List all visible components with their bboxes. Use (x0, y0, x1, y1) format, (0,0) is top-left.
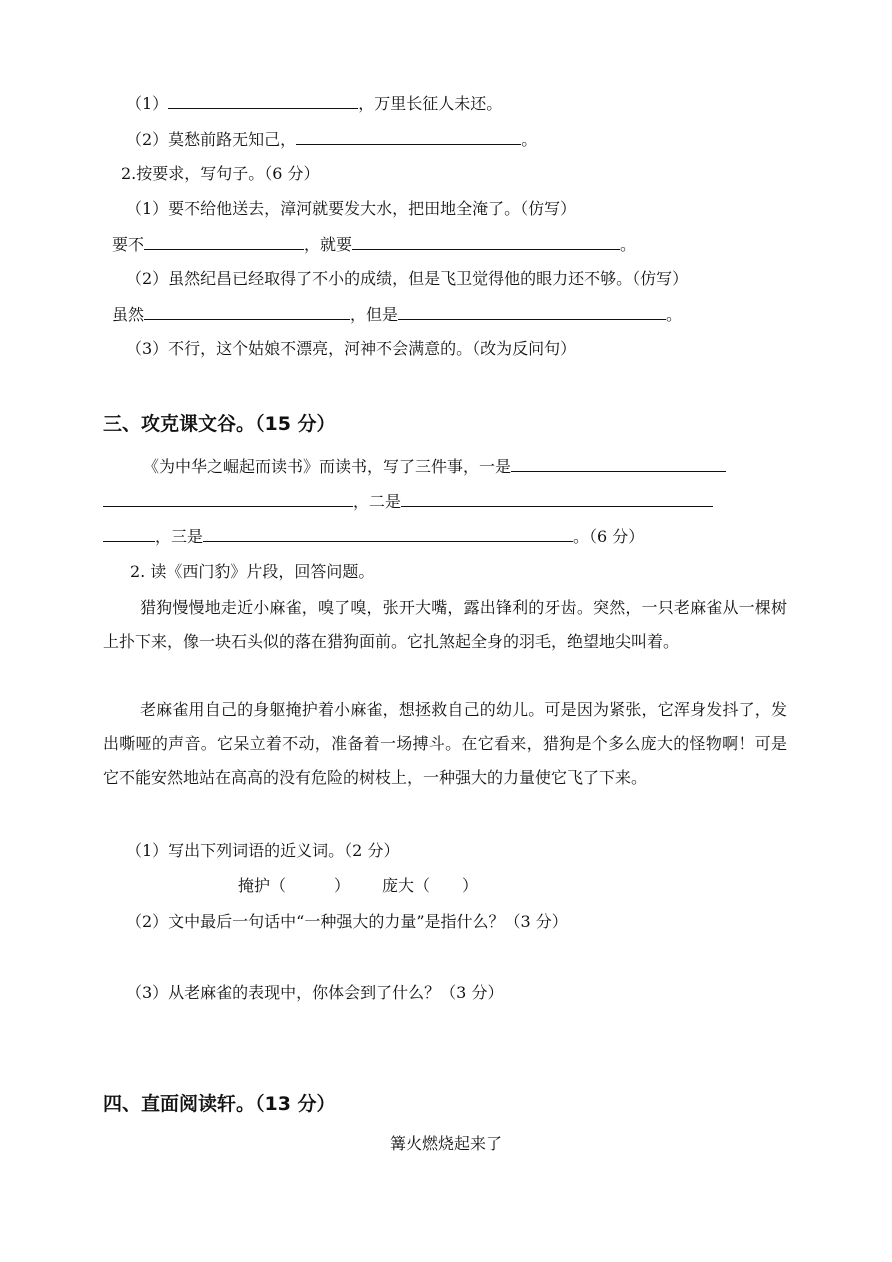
middle-text: ，但是 (350, 305, 399, 324)
end-text: 。（6 分） (573, 527, 645, 546)
question-suffix: ，万里长征人未还。 (358, 94, 503, 113)
answer-blank[interactable] (203, 525, 573, 542)
summary-line-1 (143, 455, 726, 478)
passage-paragraph-2: 老麻雀用自己的身躯掩护着小麻雀，想拯救自己的幼儿。可是因为紧张，它浑身发抖了，发出嘶哑的声音。它呆立着不动，准备着一场搏斗。在它看来，猎狗是个多么庞大的怪物啊！可是它不能安然地站在高高的没有危险的树枝上，一种强大的力量使它飞了下来。 (103, 700, 787, 787)
question-suffix: 。 (521, 130, 538, 149)
question-prefix: （1） (126, 94, 169, 113)
section-4-heading: 四、直面阅读轩。（13 分） (103, 1093, 336, 1115)
article-title: 篝火燃烧起来了 (389, 1134, 502, 1153)
answer-blank[interactable] (144, 303, 350, 320)
question-2-1: （1）要不给他送去，漳河就要发大水，把田地全淹了。（仿写） (126, 199, 577, 218)
answer-blank[interactable] (144, 233, 304, 250)
answer-blank[interactable] (103, 490, 353, 507)
sub-question-3: （3）从老麻雀的表现中，你体会到了什么？（3 分） (126, 983, 504, 1002)
answer-blank[interactable] (103, 525, 155, 542)
passage-paragraph-1: 猎狗慢慢地走近小麻雀，嗅了嗅，张开大嘴，露出锋利的牙齿。突然，一只老麻雀从一棵树上扑下来，像一块石头似的落在猎狗面前。它扎煞起全身的羽毛，绝望地尖叫着。 (103, 598, 787, 651)
answer-blank[interactable] (401, 490, 713, 507)
reading-question-title: 2. 读《西门豹》片段，回答问题。 (130, 562, 375, 581)
prefix-text: 虽然 (112, 305, 145, 324)
synonym-word-2: 庞大（ ） (382, 876, 479, 895)
sub-question-1: （1）写出下列词语的近义词。（2 分） (126, 841, 400, 860)
end-text: 。 (620, 235, 637, 254)
section-3-heading: 三、攻克课文谷。（15 分） (103, 413, 336, 435)
answer-blank[interactable] (352, 233, 620, 250)
question-2-3: （3）不行，这个姑娘不漂亮，河神不会满意的。（改为反问句） (126, 339, 577, 358)
synonym-word-1: 掩护（ ） (238, 876, 351, 895)
middle-text: ，就要 (304, 235, 353, 254)
answer-blank[interactable] (168, 92, 358, 109)
sub-question-2: （2）文中最后一句话中“一种强大的力量”是指什么？（3 分） (126, 912, 568, 931)
answer-blank[interactable] (398, 303, 666, 320)
poem-fill-2 (126, 128, 537, 151)
question-2-title: 2.按要求，写句子。（6 分） (121, 164, 320, 183)
two-text: ，二是 (353, 492, 402, 511)
question-prefix: （2）莫愁前路无知己， (126, 130, 297, 149)
prefix-text: 要不 (112, 235, 145, 254)
summary-line-2 (103, 490, 713, 513)
rewrite-line-2 (112, 303, 682, 326)
rewrite-line-1 (112, 233, 636, 256)
question-text: 《为中华之崛起而读书》而读书，写了三件事，一是 (143, 457, 512, 476)
question-2-2: （2）虽然纪昌已经取得了不小的成绩，但是飞卫觉得他的眼力还不够。（仿写） (126, 269, 689, 288)
end-text: 。 (666, 305, 683, 324)
three-text: ，三是 (155, 527, 204, 546)
answer-blank[interactable] (511, 455, 726, 472)
answer-blank[interactable] (296, 128, 521, 145)
poem-fill-1 (126, 92, 502, 115)
summary-line-3 (103, 525, 644, 548)
